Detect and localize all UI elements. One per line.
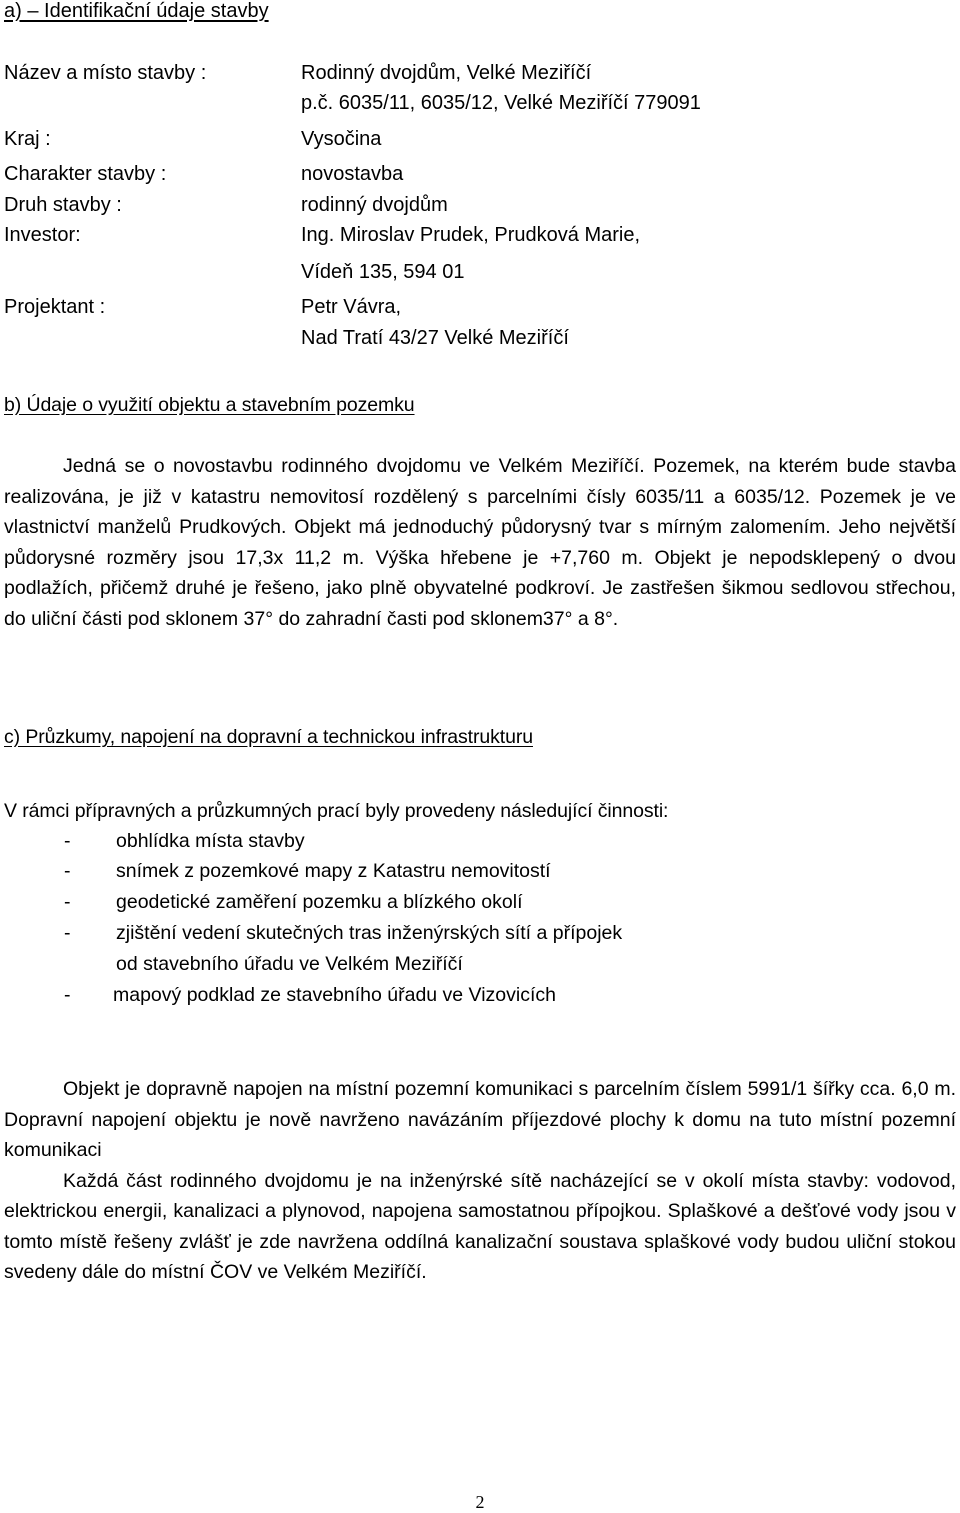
value-type: rodinný dvojdům (301, 194, 448, 216)
page-number: 2 (475, 1492, 485, 1512)
label-investor: Investor: (4, 224, 81, 246)
section-c-heading: c) Průzkumy, napojení na dopravní a technickou infrastrukturu (4, 726, 533, 748)
label-type: Druh stavby : (4, 194, 122, 216)
list-item: - obhlídka místa stavby (64, 830, 305, 852)
section-b-paragraph (4, 451, 956, 634)
list-item-continuation: od stavebního úřadu ve Velkém Meziříčí (116, 953, 463, 975)
value-region: Vysočina (301, 128, 382, 150)
section-c-paragraph-2: Každá část rodinného dvojdomu je na inženýrské sítě nacházející se v okolí místa stavby: vodovod, elektrickou energii, kanalizaci a plynovod, napojena samostatnou přípojkou. Splaškové a dešťové vody jsou v tomto místě řešeny zvlášť je zde navržena oddílná kanalizační soustava splaškové vody budou uliční stokou svedeny dále do místní ČOV ve Velkém Meziříčí. (4, 1169, 956, 1283)
section-c-paragraphs (4, 1074, 956, 1288)
label-region: Kraj : (4, 128, 51, 150)
value-investor: Ing. Miroslav Prudek, Prudková Marie, (301, 224, 641, 246)
list-item: - zjištění vedení skutečných tras inženýrských sítí a přípojek (64, 922, 623, 944)
value-investor-address: Vídeň 135, 594 01 (301, 261, 465, 283)
value-designer: Petr Vávra, (301, 296, 402, 318)
list-item: - mapový podklad ze stavebního úřadu ve Vizovicích (64, 984, 556, 1006)
section-c-intro: V rámci přípravných a průzkumných prací byly provedeny následující činnosti: (4, 800, 669, 822)
section-b-heading: b) Údaje o využití objektu a stavebním pozemku (4, 394, 415, 416)
value-parcels: p.č. 6035/11, 6035/12, Velké Meziříčí 779091 (301, 92, 701, 114)
value-designer-address: Nad Tratí 43/27 Velké Meziříčí (301, 327, 569, 349)
section-c-paragraph-1: Objekt je dopravně napojen na místní pozemní komunikaci s parcelním číslem 5991/1 šířky cca. 6,0 m. Dopravní napojení objektu je nově navrženo navázáním příjezdové plochy k domu na tuto místní pozemní komunikaci (4, 1078, 956, 1161)
value-character: novostavba (301, 163, 404, 185)
label-designer: Projektant : (4, 296, 106, 318)
label-character: Charakter stavby : (4, 163, 167, 185)
list-item: - snímek z pozemkové mapy z Katastru nemovitostí (64, 860, 551, 882)
label-place: Název a místo stavby : (4, 62, 207, 84)
value-place: Rodinný dvojdům, Velké Meziříčí (301, 62, 592, 84)
list-item: - geodetické zaměření pozemku a blízkého okolí (64, 891, 523, 913)
section-b-text: Jedná se o novostavbu rodinného dvojdomu ve Velkém Meziříčí. Pozemek, na kterém bude stavba realizována, je již v katastru nemovitosí rozdělený s parcelními čísly 6035/11 a 6035/12. Pozemek je ve vlastnictví manželů Prudkových. Objekt má jednoduchý půdorysný tvar s mírným zalomením. Jeho největší půdorysné rozměry jsou 17,3x 11,2 m. Výška hřebene je +7,760 m. Objekt je nepodsklepený o dvou podlažích, přičemž druhé je řešeno, jako plně obyvatelné podkroví. Je zastřešen šikmou sedlovou střechou, do uliční části pod sklonem 37° do zahradní časti pod sklonem37° a 8°. (4, 455, 956, 630)
section-a-heading: a) – Identifikační údaje stavby (4, 0, 269, 22)
